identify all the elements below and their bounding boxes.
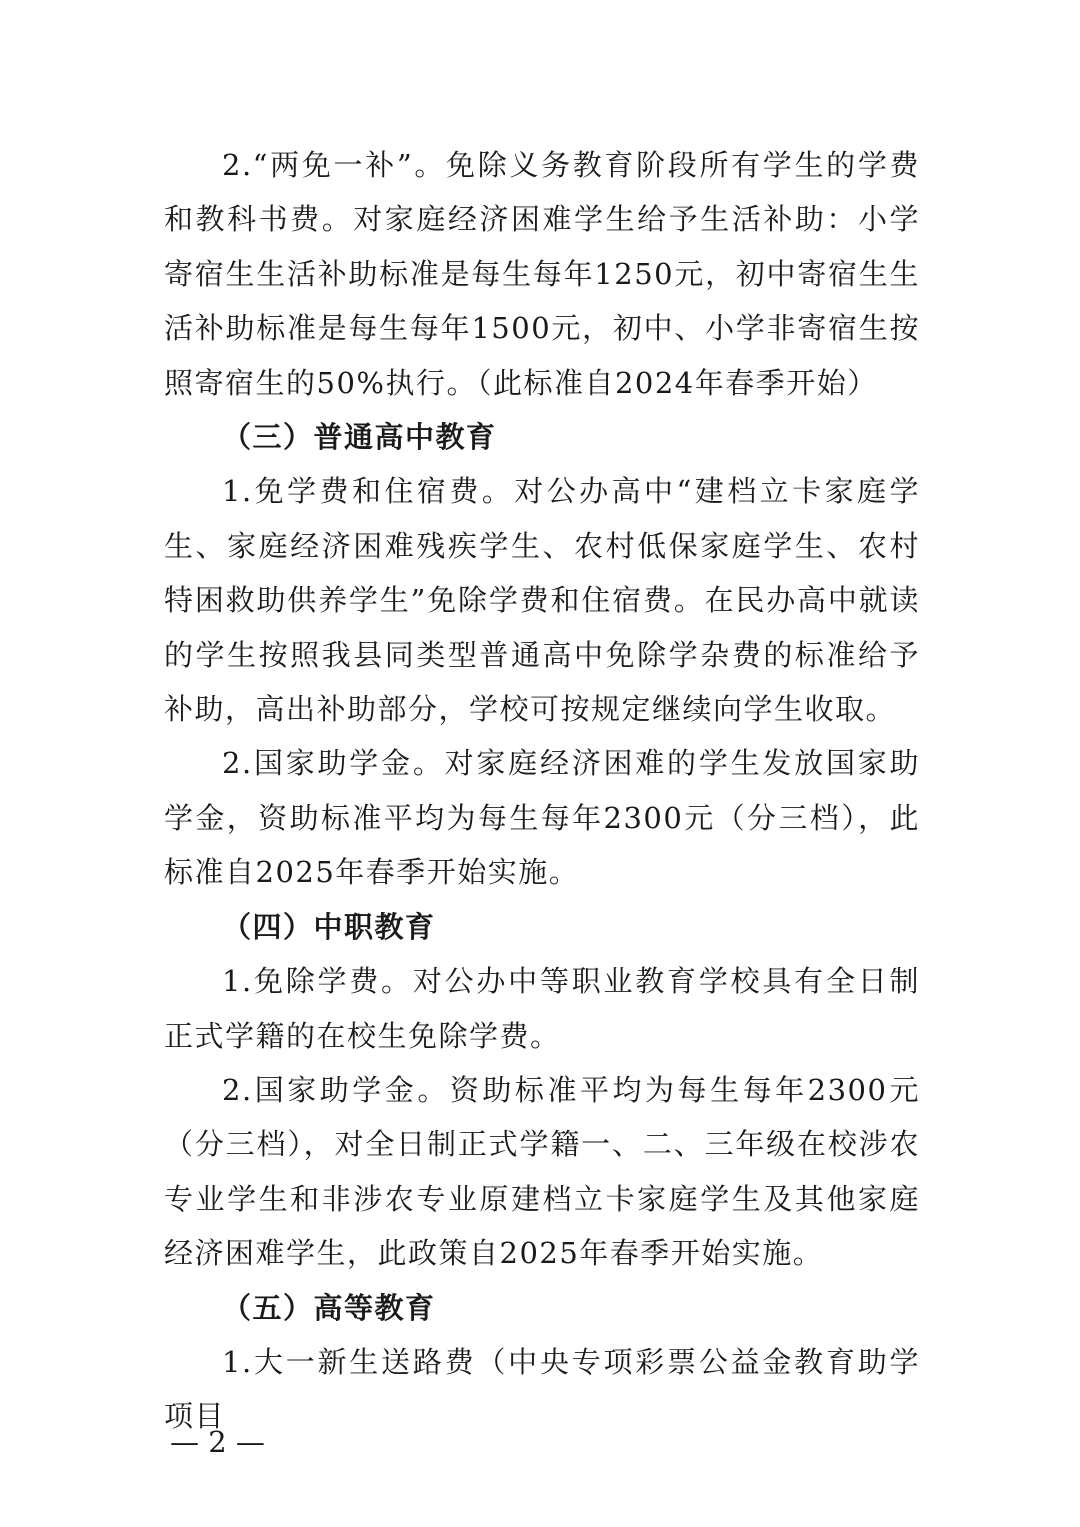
section-heading-vocational: （四）中职教育 bbox=[222, 909, 436, 944]
paragraph-national-grant-vocational: 2.国家助学金。资助标准平均为每生每年2300元（分三档），对全日制正式学籍一、二、三年级在校涉农专业学生和非涉农专业原建档立卡家庭学生及其他家庭经济困难学生，此政策自2025年春季开始实施。 bbox=[164, 1072, 920, 1271]
section-heading-high-school: （三）普通高中教育 bbox=[222, 420, 497, 455]
paragraph-freshman-travel-allowance: 1.大一新生送路费（中央专项彩票公益金教育助学项目 bbox=[164, 1344, 920, 1434]
section-heading-higher-education: （五）高等教育 bbox=[222, 1290, 436, 1325]
paragraph-two-exemptions-one-subsidy: 2.“两免一补”。免除义务教育阶段所有学生的学费和教科书费。对家庭经济困难学生给予生活补助：小学寄宿生生活补助标准是每生每年1250元，初中寄宿生生活补助标准是每生每年1500元，初中、小学非寄宿生按照寄宿生的50%执行。（此标准自2024年春季开始） bbox=[164, 148, 920, 400]
paragraph-vocational-tuition-exemption: 1.免除学费。对公办中等职业教育学校具有全日制正式学籍的在校生免除学费。 bbox=[164, 964, 920, 1053]
paragraph-tuition-accommodation-exemption: 1.免学费和住宿费。对公办高中“建档立卡家庭学生、家庭经济困难残疾学生、农村低保家庭学生、农村特困救助供养学生”免除学费和住宿费。在民办高中就读的学生按照我县同类型普通高中免除学杂费的标准给予补助，高出补助部分，学校可按规定继续向学生收取。 bbox=[164, 474, 920, 727]
paragraph-national-grant-high-school: 2.国家助学金。对家庭经济困难的学生发放国家助学金，资助标准平均为每生每年2300元（分三档），此标准自2025年春季开始实施。 bbox=[164, 746, 920, 890]
document-body bbox=[164, 138, 920, 1444]
page-number: — 2 — bbox=[170, 1425, 265, 1459]
